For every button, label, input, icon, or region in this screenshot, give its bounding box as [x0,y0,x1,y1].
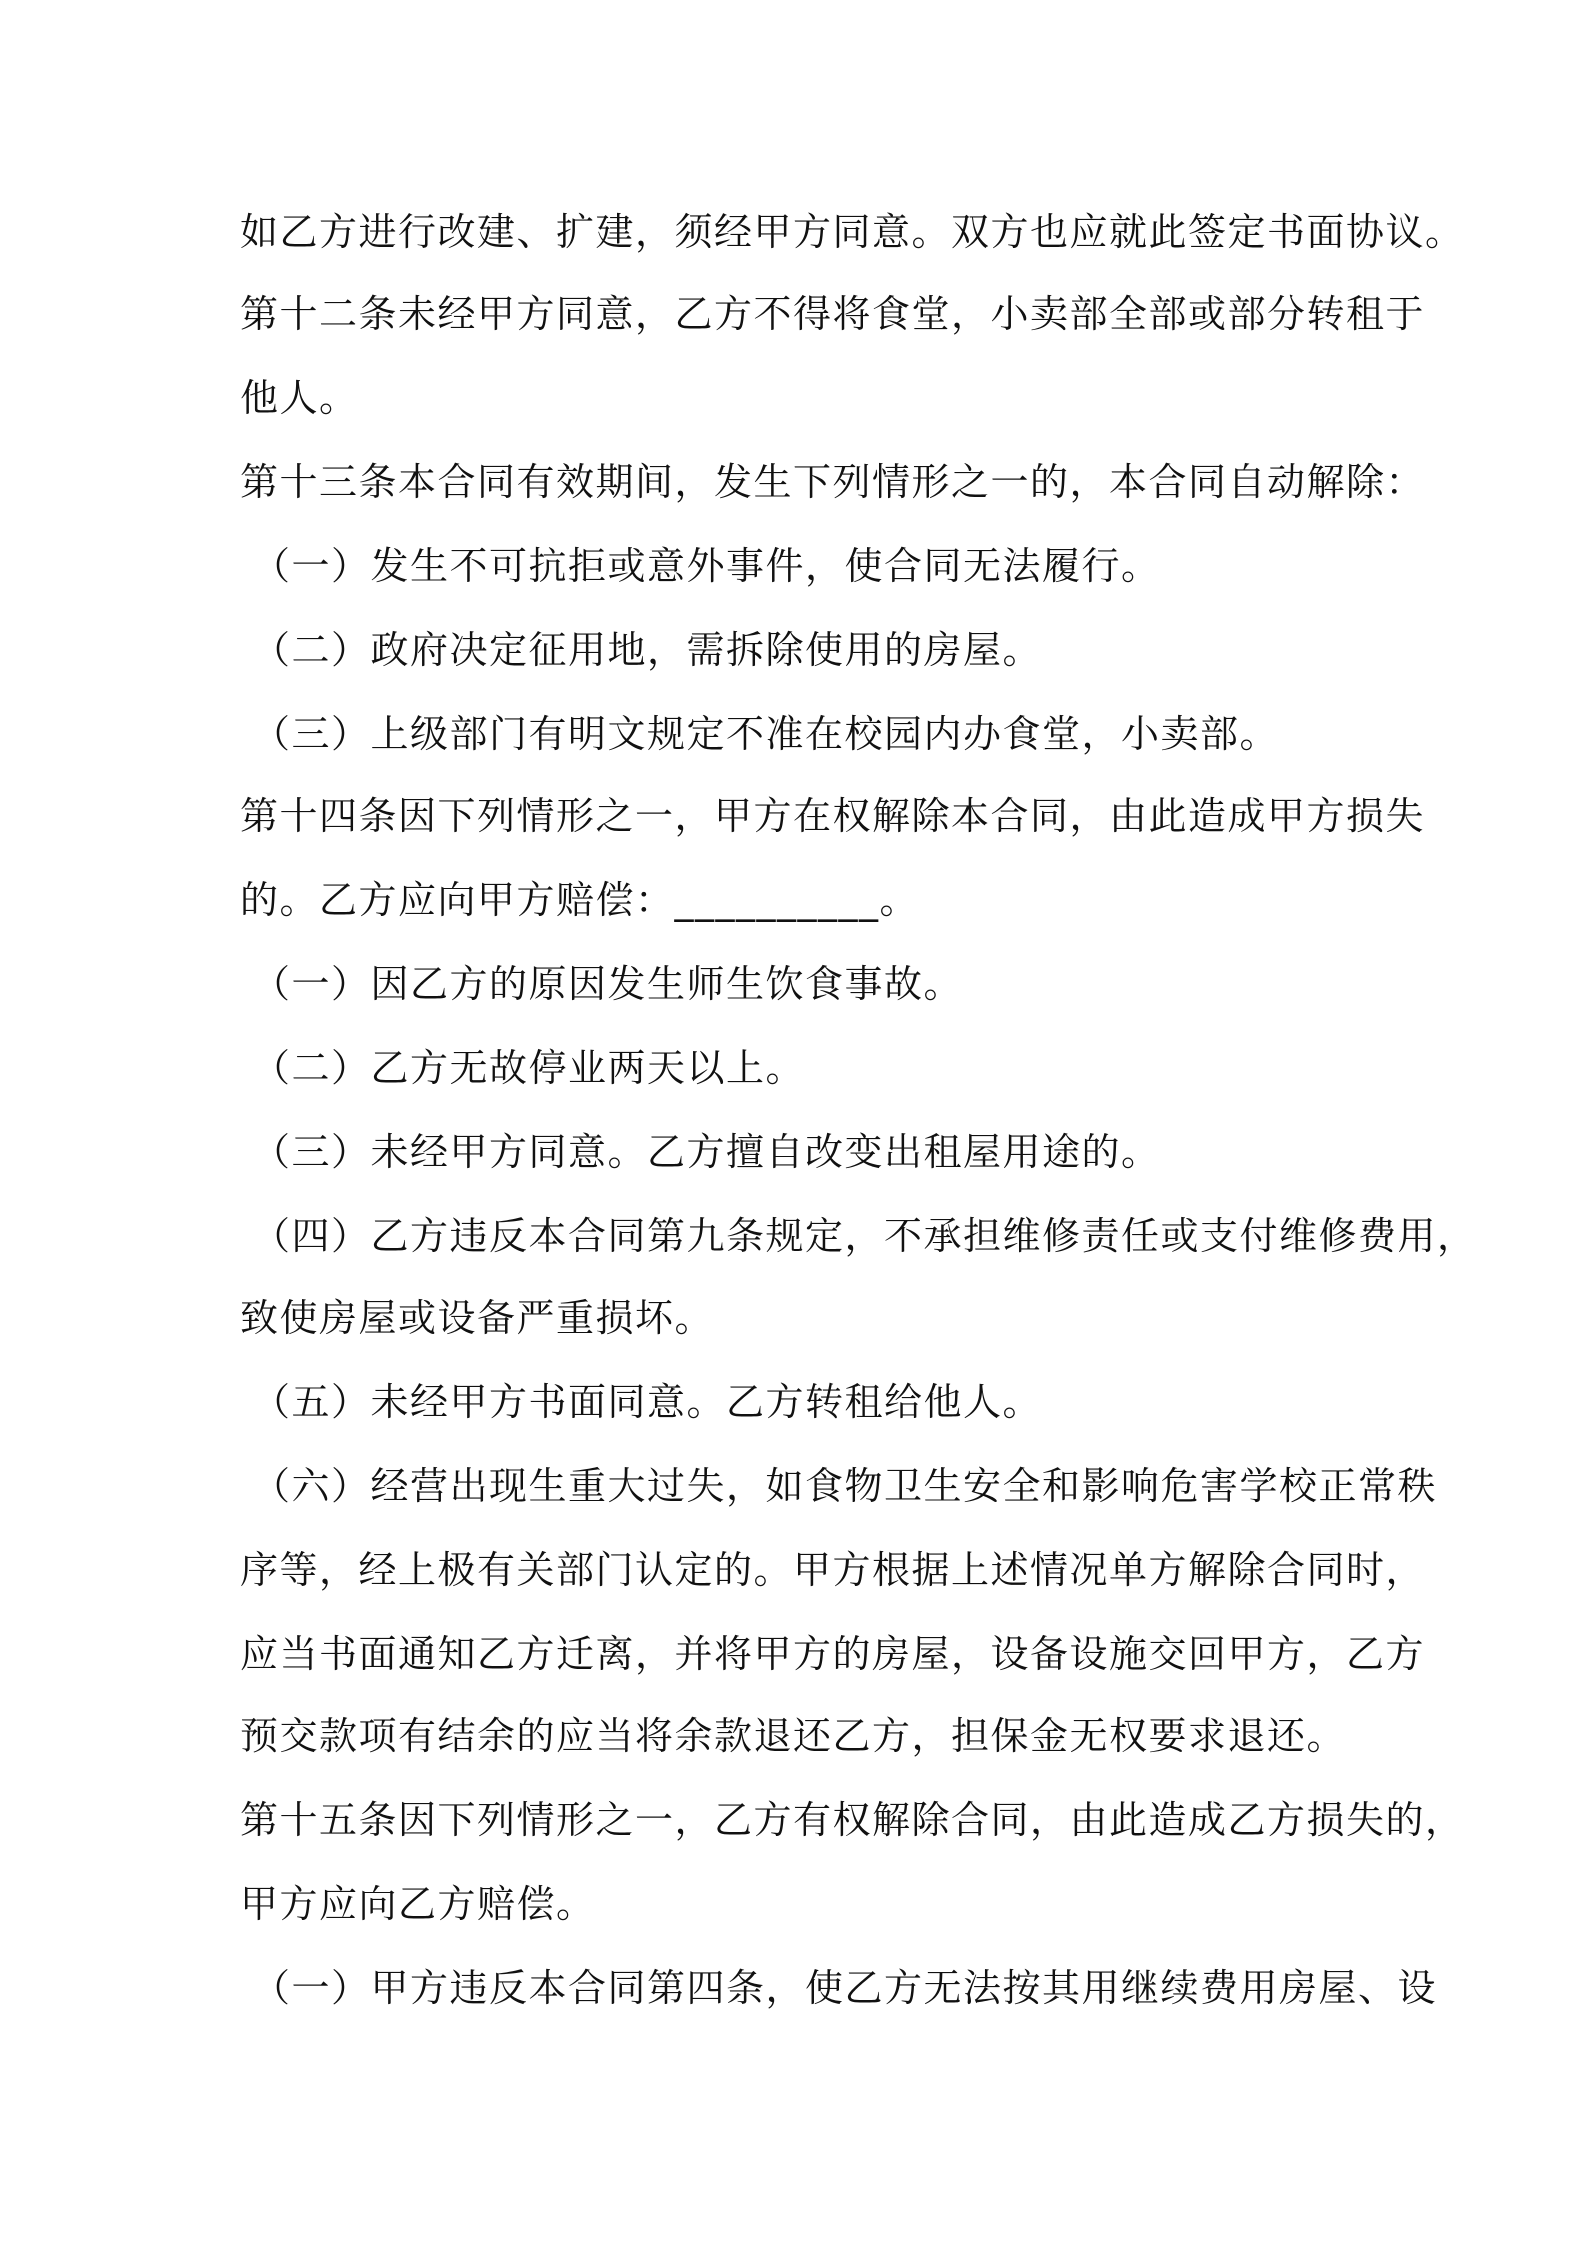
text-line: 应当书面通知乙方迁离，并将甲方的房屋，设备设施交回甲方，乙方 [240,1632,1426,1676]
text-line: 第十四条因下列情形之一，甲方在权解除本合同，由此造成甲方损失 [240,794,1426,838]
text-line: （四）乙方违反本合同第九条规定，不承担维修责任或支付维修费用， [252,1214,1477,1258]
text-line: 他人。 [240,376,359,420]
text-line: 预交款项有结余的应当将余款退还乙方，担保金无权要求退还。 [240,1714,1347,1758]
text-line: （五）未经甲方书面同意。乙方转租给他人。 [252,1380,1043,1424]
text-line: （三）上级部门有明文规定不准在校园内办食堂，小卖部。 [252,712,1280,756]
text-line: （六）经营出现生重大过失，如食物卫生安全和影响危害学校正常秩 [252,1464,1438,1508]
text-line: 甲方应向乙方赔偿。 [240,1882,596,1926]
text-line: 的。乙方应向甲方赔偿：__________。 [240,878,920,922]
text-line: （二）政府决定征用地，需拆除使用的房屋。 [252,628,1043,672]
text-line: 如乙方进行改建、扩建，须经甲方同意。双方也应就此签定书面协议。 [240,210,1465,254]
text-line: 序等，经上极有关部门认定的。甲方根据上述情况单方解除合同时， [240,1548,1426,1592]
text-line: （一）发生不可抗拒或意外事件，使合同无法履行。 [252,544,1161,588]
text-line: 第十三条本合同有效期间，发生下列情形之一的，本合同自动解除： [240,460,1426,504]
text-line: 第十五条因下列情形之一，乙方有权解除合同，由此造成乙方损失的， [240,1798,1465,1842]
text-line: （一）因乙方的原因发生师生饮食事故。 [252,962,964,1006]
text-line: 第十二条未经甲方同意，乙方不得将食堂，小卖部全部或部分转租于 [240,292,1426,336]
text-line: （二）乙方无故停业两天以上。 [252,1046,806,1090]
text-line: 致使房屋或设备严重损坏。 [240,1296,715,1340]
text-line: （三）未经甲方同意。乙方擅自改变出租屋用途的。 [252,1130,1161,1174]
text-line: （一）甲方违反本合同第四条，使乙方无法按其用继续费用房屋、设 [252,1966,1438,2010]
